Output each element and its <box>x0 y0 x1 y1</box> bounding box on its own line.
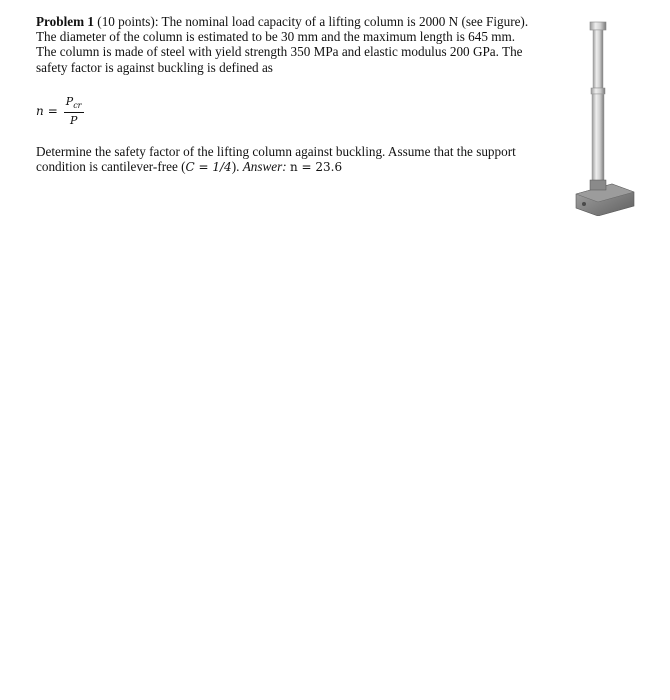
formula-lhs: n <box>36 104 44 118</box>
column-base-mount <box>590 180 606 190</box>
answer-value: n = 23.6 <box>289 160 343 175</box>
problem-line-1 <box>36 14 566 29</box>
answer-label: Answer: <box>242 159 287 175</box>
problem-statement <box>36 14 566 75</box>
problem-line-3: The column is made of steel with yield strength 350 MPa and elastic modulus 200 GPa. The <box>36 44 523 60</box>
formula-denominator: P <box>69 113 78 127</box>
problem-title: Problem 1 <box>36 14 94 29</box>
problem-line-4: safety factor is against buckling is defined as <box>36 59 273 75</box>
question-line-2-mid: ). <box>231 159 243 175</box>
problem-line-2: The diameter of the column is estimated to be 30 mm and the maximum length is 645 mm. <box>36 29 516 45</box>
formula-numerator-sub: cr <box>73 101 82 111</box>
column-base-bolt <box>582 202 586 206</box>
column-upper-rod <box>593 30 603 88</box>
column-top-cap <box>590 22 606 30</box>
problem-points: (10 points) <box>97 14 155 29</box>
formula-numerator-base: P <box>65 95 74 109</box>
safety-factor-formula <box>36 92 84 130</box>
formula-fraction <box>64 95 84 126</box>
column-lower-tube <box>592 94 604 184</box>
question-line-2 <box>36 159 576 175</box>
column-collar <box>591 88 605 94</box>
question-line-2-start: condition is cantilever-free ( <box>36 159 186 175</box>
question-line-1: Determine the safety factor of the lifting column against buckling. Assume that the support <box>36 144 516 159</box>
formula-equals: = <box>47 104 58 118</box>
question-text <box>36 144 576 175</box>
lifting-column-figure <box>572 20 638 216</box>
problem-line-1-rest: : The nominal load capacity of a lifting column is 2000 N (see Figure). <box>154 14 529 29</box>
formula-numerator <box>64 95 84 112</box>
support-constant: C = 1/4 <box>185 160 232 175</box>
